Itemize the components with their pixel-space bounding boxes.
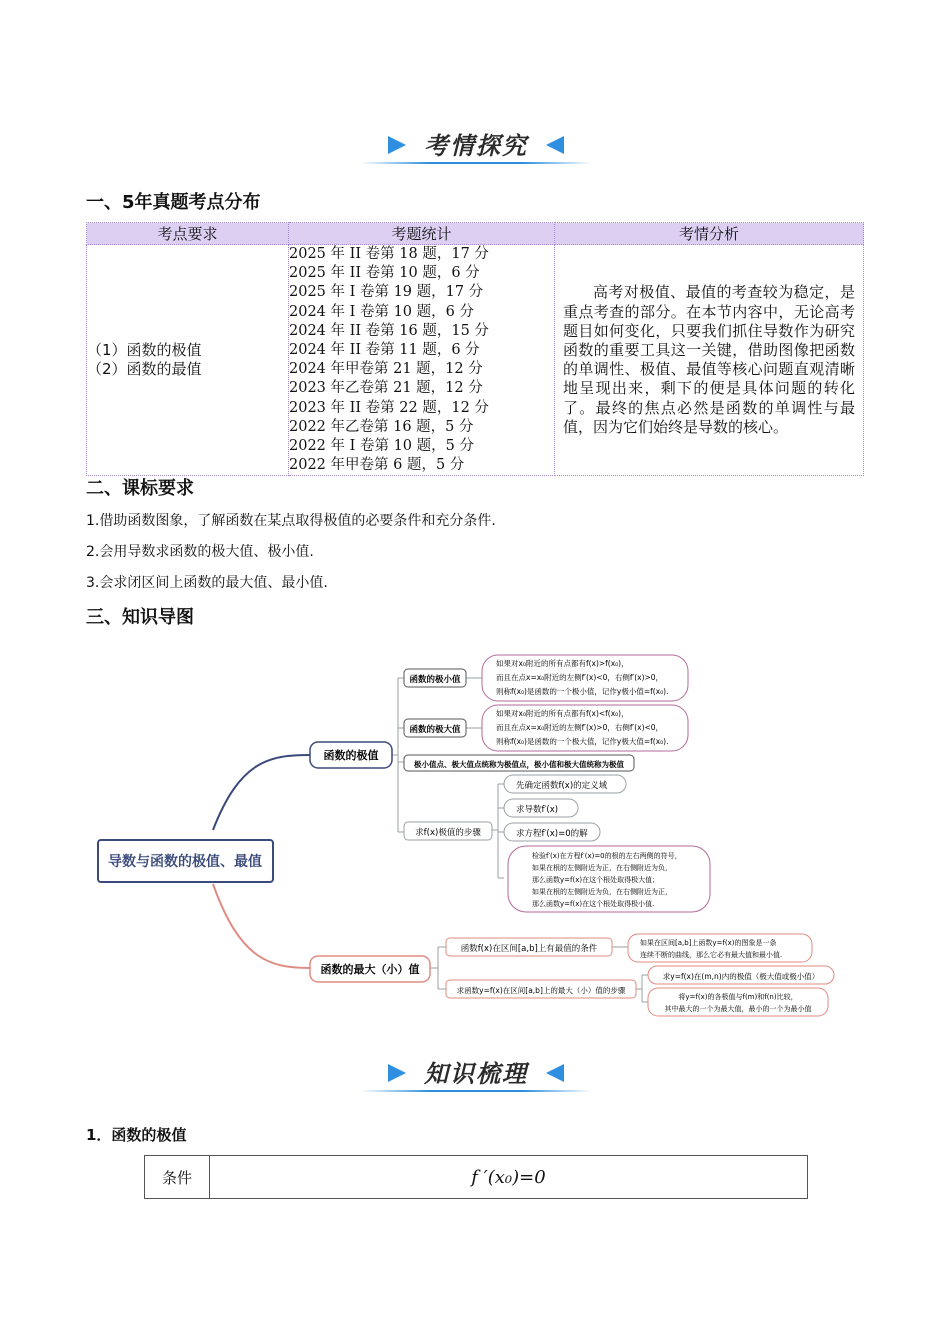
check-line: 那么函数y=f(x)在这个根处取得极小值. (532, 900, 655, 908)
exam-distribution-table (86, 222, 864, 476)
cond-desc-line: 连续不断的曲线，那么它必有最大值和最小值. (640, 951, 783, 959)
play-left-icon (546, 1064, 564, 1082)
curriculum-item: 3.会求闭区间上函数的最大值、最小值. (86, 575, 328, 591)
requirement-item: （2）函数的最值 (87, 360, 202, 379)
check-line: 检验f′(x)在方程f′(x)=0的根的左右两侧的符号， (532, 852, 682, 860)
extremum-steps-text: 求f(x)极值的步骤 (415, 828, 481, 838)
maxmin-step2-line: 其中最大的一个为最大值，最小的一个为最小值 (664, 1005, 812, 1013)
stat-item: 2025 年 II 卷第 10 题，6 分 (289, 265, 480, 282)
maxmin-condition-text: 函数f(x)在区间[a,b]上有最值的条件 (460, 944, 598, 954)
min-desc-line: 而且在点x=x₀附近的左侧f′(x)<0，右侧f′(x)>0， (496, 673, 664, 682)
stat-item: 2022 年甲卷第 6 题，5 分 (289, 457, 465, 474)
stat-item: 2023 年乙卷第 21 题，12 分 (289, 380, 483, 397)
min-desc-line: 如果对x₀附近的所有点都有f(x)>f(x₀)， (496, 659, 629, 668)
stat-item: 2022 年乙卷第 16 题，5 分 (289, 418, 474, 435)
extremum-note-text: 极小值点、极大值点统称为极值点，极小值和极大值统称为极值 (414, 760, 624, 769)
banner-underline (360, 162, 592, 164)
maxmin-step1-text: 求y=f(x)在(m,n)内的极值（极大值或极小值） (662, 972, 820, 981)
play-left-icon (546, 136, 564, 154)
check-line: 那么函数y=f(x)在这个根处取得极大值； (532, 876, 660, 884)
requirement-item: （1）函数的极值 (87, 341, 202, 360)
check-line: 如果在根的左侧附近为正，在右侧附近为负， (532, 864, 672, 872)
min-value-node-text: 函数的极小值 (409, 675, 461, 685)
max-desc-line: 则称f(x₀)是函数的一个极大值，记作y极大值=f(x₀). (496, 737, 669, 746)
knowledge-mindmap (0, 640, 950, 1030)
min-desc-line: 则称f(x₀)是函数的一个极小值，记作y极小值=f(x₀). (496, 687, 669, 696)
step-text: 求导数f′(x) (516, 805, 559, 815)
section-banner-exam-analysis (360, 124, 592, 164)
analysis-text: 高考对极值、最值的考查较为稳定，是重点考查的部分。在本节内容中，无论高考题目如何变化，只要我们抓住导数作为研究函数的重要工具这一关键，借助图像把函数的单调性、极值、最值等核心问题直观清晰地呈现出来，剩下的便是具体问题的转化了。最终的焦点必然是函数的单调性与最值，因为它们始终是导数的核心。 (563, 283, 855, 436)
stat-item: 2024 年 II 卷第 11 题，6 分 (289, 342, 480, 359)
section-heading-curriculum: 二、课标要求 (86, 478, 194, 499)
extremum-condition-table (144, 1155, 808, 1199)
banner-underline (360, 1090, 592, 1092)
banner-title: 考情探究 (424, 132, 528, 160)
max-desc-line: 如果对x₀附近的所有点都有f(x)<f(x₀)， (496, 709, 629, 718)
row-label: 条件 (145, 1156, 210, 1198)
check-line: 如果在根的左侧附近为负，在右侧附近为正， (532, 888, 672, 896)
banner-title: 知识梳理 (424, 1060, 528, 1088)
analysis-cell (555, 245, 864, 476)
stat-item: 2023 年 II 卷第 22 题，12 分 (289, 399, 489, 416)
maxmin-node-text: 函数的最大（小）值 (320, 963, 420, 976)
curriculum-item: 2.会用导数求函数的极大值、极小值. (86, 544, 314, 560)
knowledge-heading: 1．函数的极值 (86, 1126, 187, 1144)
maxmin-steps-text: 求函数y=f(x)在区间[a,b]上的最大（小）值的步骤 (456, 986, 626, 995)
stat-item: 2024 年 I 卷第 10 题，6 分 (289, 303, 474, 320)
stat-item: 2025 年 II 卷第 18 题，17 分 (289, 246, 489, 262)
requirements-cell (87, 245, 289, 476)
cond-desc-line: 如果在区间[a,b]上函数y=f(x)的图象是一条 (640, 939, 777, 947)
curriculum-item: 1.借助函数图象，了解函数在某点取得极值的必要条件和充分条件. (86, 513, 496, 529)
col-header-analysis: 考情分析 (555, 223, 864, 245)
statistics-cell (289, 245, 555, 476)
max-desc-line: 而且在点x=x₀附近的左侧f′(x)>0，右侧f′(x)<0， (496, 723, 664, 732)
section-heading-mindmap: 三、知识导图 (86, 607, 194, 628)
col-header-requirement: 考点要求 (87, 223, 289, 245)
extremum-node-text: 函数的极值 (323, 749, 379, 762)
stat-item: 2025 年 I 卷第 19 题，17 分 (289, 284, 484, 301)
step-text: 求方程f′(x)=0的解 (516, 829, 588, 839)
section-banner-knowledge (360, 1052, 592, 1092)
stat-item: 2024 年 II 卷第 16 题，15 分 (289, 322, 489, 339)
row-value: f ′(x₀)=0 (471, 1166, 546, 1188)
stat-item: 2024 年甲卷第 21 题，12 分 (289, 361, 483, 378)
step-text: 先确定函数f(x)的定义域 (516, 781, 608, 791)
section-heading-distribution: 一、5年真题考点分布 (86, 192, 261, 213)
root-node-text: 导数与函数的极值、最值 (108, 854, 262, 870)
stat-item: 2022 年 I 卷第 10 题，5 分 (289, 438, 474, 455)
maxmin-step2-line: 将y=f(x)的各极值与f(m)和f(n)比较， (678, 993, 798, 1001)
col-header-statistics: 考题统计 (289, 223, 555, 245)
max-value-node-text: 函数的极大值 (409, 725, 461, 735)
